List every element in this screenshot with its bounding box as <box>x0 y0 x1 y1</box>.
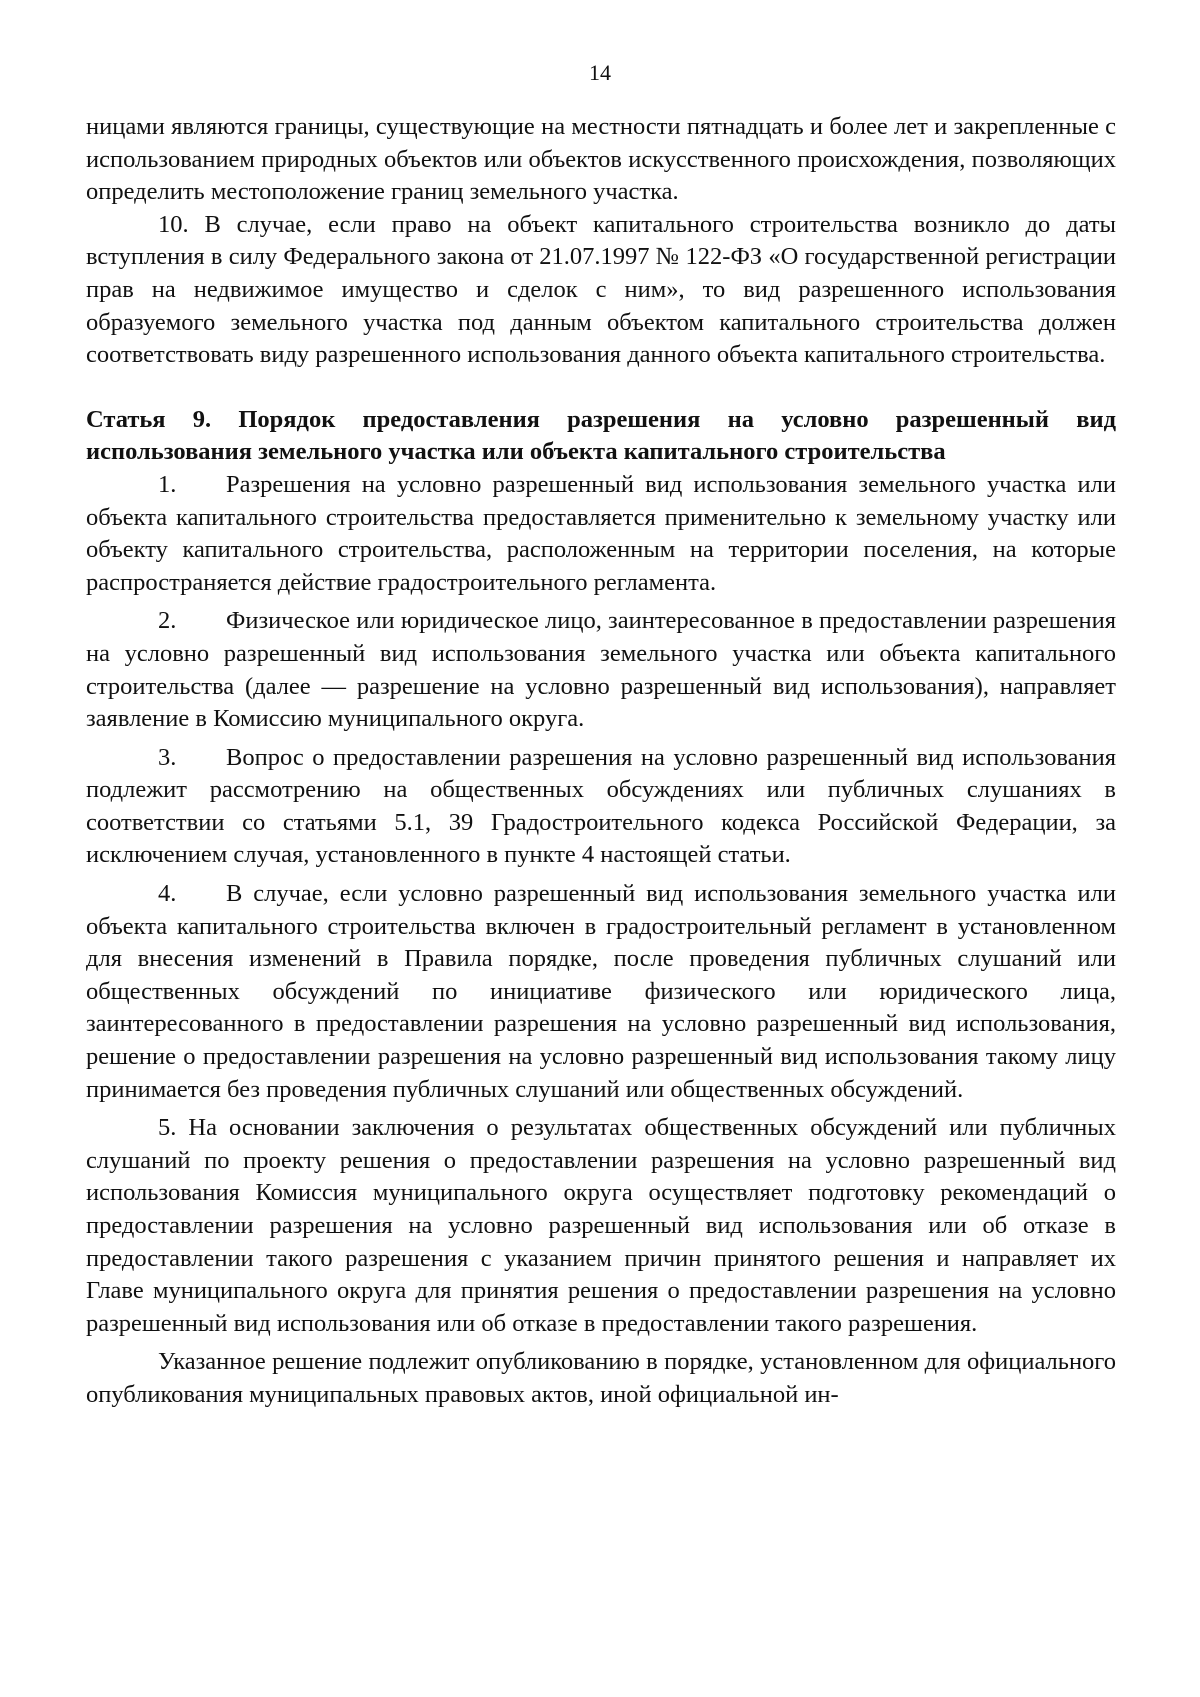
paragraph-final: Указанное решение подлежит опубликованию в порядке, установленном для официального опубликования муниципальных правовых актов, иной официальной ин- <box>86 1348 1116 1408</box>
item-text: Вопрос о предоставлении разрешения на условно разрешенный вид использования подлежит рассмотрению на общественных обсуждениях или публичных слушаниях в соответствии со статьями 5.1, 39 Градостроительного кодекса Российской Федерации, за исключением случая, установленного в пункте 4 настоящей статьи. <box>86 743 1116 869</box>
item-number: 2. <box>158 607 177 635</box>
document-body <box>86 111 1116 1412</box>
article-item-1 <box>86 469 1116 599</box>
page-number: 14 <box>589 60 611 85</box>
paragraph-10: 10. В случае, если право на объект капитального строительства возникло до даты вступления в силу Федерального закона от 21.07.1997 № 122-ФЗ «О государственной регистрации прав на недвижимое имущество и сделок с ним», то вид разрешенного использования образуемого земельного участка под данным объектом капитального строительства должен соответствовать виду разрешенного использования данного объекта капитального строительства. <box>86 210 1116 369</box>
item-text: Физическое или юридическое лицо, заинтересованное в предоставлении разрешения на условно разрешенный вид использования земельного участка или объекта капитального строительства (далее — разрешение на условно разрешенный вид использования), направляет заявление в Комиссию муниципального округа. <box>86 607 1116 733</box>
article-item-3 <box>86 742 1116 872</box>
article-item-5: 5. На основании заключения о результатах общественных обсуждений или публичных слушаний по проекту решения о предоставлении разрешения на условно разрешенный вид использования Комиссия муниципального округа осуществляет подготовку рекомендаций о предоставлении разрешения на условно разрешенный вид использования или об отказе в предоставлении такого разрешения с указанием причин принятого решения и направляет их Главе муниципального округа для принятия решения о предоставлении разрешения на условно разрешенный вид использования или об отказе в предоставлении такого разрешения. <box>86 1114 1116 1337</box>
paragraph-continuation: ницами являются границы, существующие на местности пятнадцать и более лет и закрепленные с использованием природных объектов или объектов искусственного происхождения, позволяющих определить местоположение границ земельного участка. <box>86 113 1116 206</box>
item-text: В случае, если условно разрешенный вид использования земельного участка или объекта капитального строительства включен в градостроительный регламент в установленном для внесения изменений в Правила порядке, после проведения публичных слушаний или общественных обсуждений по инициативе физического или юридического лица, заинтересованного в предоставлении разрешения на условно разрешенный вид использования, решение о предоставлении разрешения на условно разрешенный вид использования такому лицу принимается без проведения публичных слушаний или общественных обсуждений. <box>86 880 1116 1103</box>
article-item-4 <box>86 878 1116 1106</box>
item-text: Разрешения на условно разрешенный вид использования земельного участка или объекта капитального строительства предоставляется применительно к земельному участку или объекту капитального строительства, расположенным на территории поселения, на которые распространяется действие градостроительного регламента. <box>86 470 1116 596</box>
item-number: 1. <box>158 470 177 498</box>
item-number: 3. <box>158 743 177 771</box>
item-number: 4. <box>158 880 177 908</box>
article-item-2 <box>86 605 1116 735</box>
article-9-heading: Статья 9. Порядок предоставления разрешения на условно разрешенный вид использования земельного участка или объекта капитального строительства <box>86 405 1116 466</box>
